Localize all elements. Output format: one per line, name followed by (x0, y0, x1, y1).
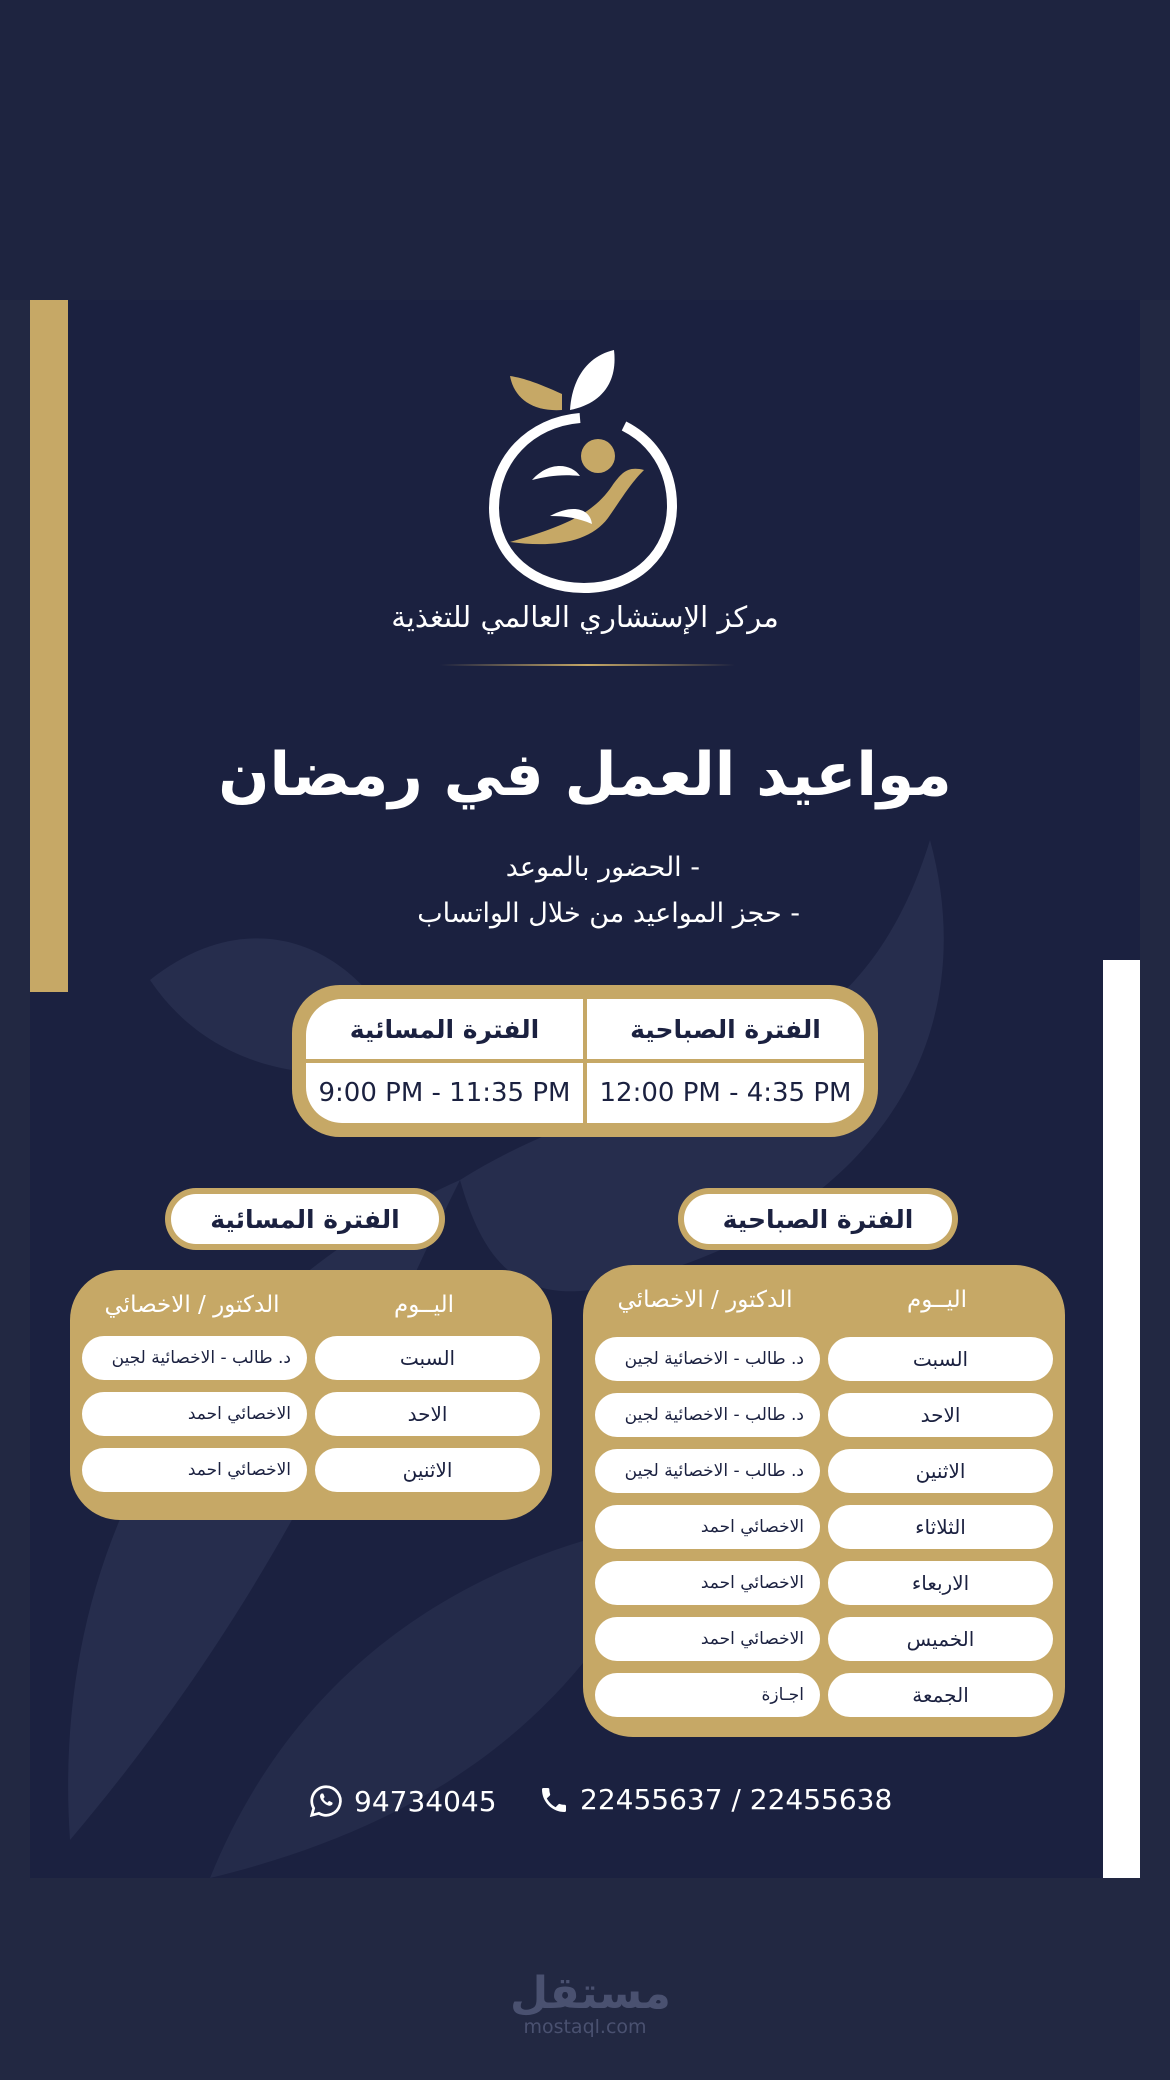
phone-numbers: 22455637 / 22455638 (580, 1783, 893, 1816)
evening-period-label: الفترة المسائية (171, 1194, 439, 1244)
doctor-cell: د. طالب - الاخصائية لجين (595, 1449, 820, 1493)
gold-accent-bar (30, 300, 68, 992)
morning-period-label: الفترة الصباحية (684, 1194, 952, 1244)
summary-morning-time: 12:00 PM - 4:35 PM (587, 1063, 864, 1123)
doctor-cell: الاخصائي احمد (595, 1505, 820, 1549)
watermark-latin: mostaql.com (523, 2016, 647, 2038)
day-cell: الاربعاء (828, 1561, 1053, 1605)
day-cell: السبت (828, 1337, 1053, 1381)
table-row (595, 1337, 1053, 1381)
day-cell: الاثنين (315, 1448, 540, 1492)
summary-morning (587, 999, 864, 1123)
doctor-cell: د. طالب - الاخصائية لجين (82, 1336, 307, 1380)
white-accent-bar (1103, 960, 1140, 1878)
page-title: مواعيد العمل في رمضان (218, 740, 952, 810)
table-row (82, 1392, 540, 1436)
note-booking: - حجز المواعيد من خلال الواتساب (417, 898, 800, 929)
summary-morning-label: الفترة الصباحية (587, 999, 864, 1059)
outer-background (0, 0, 1170, 300)
column-header-day: اليــوم (907, 1287, 967, 1313)
summary-evening (306, 999, 583, 1123)
column-header-doctor: الدكتور / الاخصائي (104, 1292, 280, 1318)
column-header-doctor: الدكتور / الاخصائي (617, 1287, 793, 1313)
watermark (510, 1968, 671, 2038)
evening-schedule-table (70, 1270, 552, 1520)
day-cell: السبت (315, 1336, 540, 1380)
note-attendance: - الحضور بالموعد (505, 852, 700, 883)
table-row (82, 1448, 540, 1492)
table-row (595, 1561, 1053, 1605)
whatsapp-icon (308, 1783, 344, 1819)
day-cell: الجمعة (828, 1673, 1053, 1717)
evening-period-pill (165, 1188, 445, 1250)
table-row (82, 1336, 540, 1380)
day-cell: الاحد (828, 1393, 1053, 1437)
table-row (595, 1505, 1053, 1549)
column-header-day: اليــوم (394, 1292, 454, 1318)
whatsapp-number: 94734045 (354, 1784, 497, 1818)
day-cell: الاثنين (828, 1449, 1053, 1493)
doctor-cell: الاخصائي احمد (82, 1448, 307, 1492)
doctor-cell: اجـازة (595, 1673, 820, 1717)
hours-summary (292, 985, 878, 1137)
watermark-arabic: مستقل (510, 1968, 671, 2019)
day-cell: الثلاثاء (828, 1505, 1053, 1549)
morning-schedule-table (583, 1265, 1065, 1737)
doctor-cell: د. طالب - الاخصائية لجين (595, 1393, 820, 1437)
day-cell: الاحد (315, 1392, 540, 1436)
whatsapp-contact[interactable] (308, 1783, 497, 1819)
phone-contact[interactable] (538, 1783, 892, 1816)
morning-period-pill (678, 1188, 958, 1250)
doctor-cell: الاخصائي احمد (595, 1561, 820, 1605)
brand-divider (440, 664, 735, 666)
table-row (595, 1673, 1053, 1717)
table-row (595, 1449, 1053, 1493)
table-row (595, 1617, 1053, 1661)
summary-evening-time: 9:00 PM - 11:35 PM (306, 1063, 583, 1123)
day-cell: الخميس (828, 1617, 1053, 1661)
table-row (595, 1393, 1053, 1437)
brand-logo (480, 348, 700, 598)
doctor-cell: الاخصائي احمد (595, 1617, 820, 1661)
phone-icon (538, 1784, 570, 1816)
doctor-cell: الاخصائي احمد (82, 1392, 307, 1436)
summary-evening-label: الفترة المسائية (306, 999, 583, 1059)
doctor-cell: د. طالب - الاخصائية لجين (595, 1337, 820, 1381)
brand-name: مركز الإستشاري العالمي للتغذية (391, 600, 779, 634)
